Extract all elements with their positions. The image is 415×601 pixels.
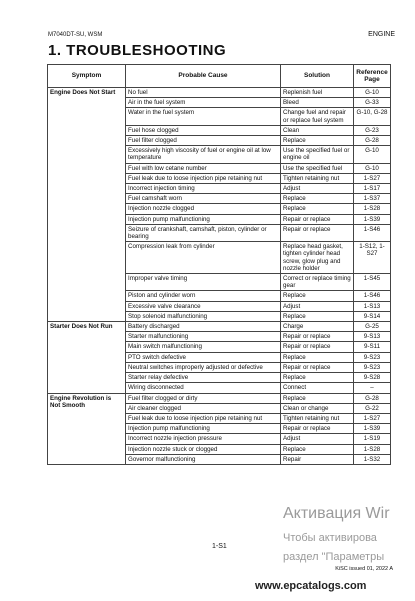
reference-cell: 1-S13: [354, 301, 391, 311]
cause-cell: Improper valve timing: [126, 274, 281, 291]
reference-cell: 1-S19: [354, 434, 391, 444]
cause-cell: Compression leak from cylinder: [126, 242, 281, 274]
page-number: 1-S1: [212, 543, 227, 550]
cause-cell: Incorrect injection timing: [126, 184, 281, 194]
reference-cell: 1-S28: [354, 444, 391, 454]
cause-cell: Neutral switches improperly adjusted or defective: [126, 362, 281, 372]
cause-cell: Fuel leak due to loose injection pipe retaining nut: [126, 413, 281, 423]
activation-watermark-line2: Чтобы активирова: [283, 532, 377, 544]
reference-cell: 1-S12, 1-S27: [354, 242, 391, 274]
reference-cell: 1-S45: [354, 274, 391, 291]
cause-cell: Fuel hose clogged: [126, 125, 281, 135]
issued-note: KiSC issued 01, 2022 A: [335, 566, 393, 572]
cause-cell: Fuel camshaft worn: [126, 194, 281, 204]
solution-cell: Clean or change: [281, 403, 354, 413]
solution-cell: Charge: [281, 322, 354, 332]
cause-cell: Water in the fuel system: [126, 108, 281, 125]
solution-cell: Repair or replace: [281, 424, 354, 434]
solution-cell: Connect: [281, 383, 354, 393]
cause-cell: Injection pump malfunctioning: [126, 424, 281, 434]
cause-cell: Piston and cylinder worn: [126, 291, 281, 301]
column-header-reference-page: Reference Page: [354, 65, 391, 88]
cause-cell: No fuel: [126, 88, 281, 98]
cause-cell: PTO switch defective: [126, 352, 281, 362]
reference-cell: 1-S27: [354, 413, 391, 423]
cause-cell: Fuel leak due to loose injection pipe retaining nut: [126, 173, 281, 183]
solution-cell: Tighten retaining nut: [281, 173, 354, 183]
activation-watermark-line1: Активация Wir: [283, 505, 390, 522]
site-watermark: www.epcatalogs.com: [255, 580, 367, 592]
solution-cell: Replace: [281, 194, 354, 204]
solution-cell: Replace: [281, 136, 354, 146]
cause-cell: Stop solenoid malfunctioning: [126, 311, 281, 321]
solution-cell: Bleed: [281, 98, 354, 108]
cause-cell: Injection nozzle stuck or clogged: [126, 444, 281, 454]
solution-cell: Replace: [281, 291, 354, 301]
cause-cell: Main switch malfunctioning: [126, 342, 281, 352]
table-header-row: [48, 65, 391, 88]
column-header-symptom: Symptom: [48, 65, 126, 88]
solution-cell: Adjust: [281, 434, 354, 444]
reference-cell: 9-S23: [354, 352, 391, 362]
cause-cell: Incorrect nozzle injection pressure: [126, 434, 281, 444]
cause-cell: Governor malfunctioning: [126, 454, 281, 464]
solution-cell: Correct or replace timing gear: [281, 274, 354, 291]
solution-cell: Repair or replace: [281, 214, 354, 224]
cause-cell: Fuel filter clogged or dirty: [126, 393, 281, 403]
solution-cell: Clean: [281, 125, 354, 135]
cause-cell: Fuel with low cetane number: [126, 163, 281, 173]
table-row: [48, 88, 391, 98]
solution-cell: Repair or replace: [281, 332, 354, 342]
reference-cell: 1-S28: [354, 204, 391, 214]
solution-cell: Adjust: [281, 301, 354, 311]
reference-cell: 1-S32: [354, 454, 391, 464]
section-name: ENGINE: [368, 31, 395, 38]
activation-watermark-line3: раздел "Параметры: [283, 551, 385, 563]
cause-cell: Excessively high viscosity of fuel or engine oil at low temperature: [126, 146, 281, 163]
table-row: [48, 393, 391, 403]
cause-cell: Injection nozzle clogged: [126, 204, 281, 214]
solution-cell: Replace: [281, 373, 354, 383]
reference-cell: G-10: [354, 146, 391, 163]
table-body: [48, 88, 391, 465]
cause-cell: Fuel filter clogged: [126, 136, 281, 146]
reference-cell: 1-S17: [354, 184, 391, 194]
reference-cell: 9-S14: [354, 311, 391, 321]
reference-cell: 1-S39: [354, 214, 391, 224]
solution-cell: Use the specified fuel: [281, 163, 354, 173]
page-title: 1. TROUBLESHOOTING: [48, 42, 227, 59]
reference-cell: 1-S39: [354, 424, 391, 434]
solution-cell: Replace: [281, 444, 354, 454]
reference-cell: 9-S23: [354, 362, 391, 372]
reference-cell: G-23: [354, 125, 391, 135]
solution-cell: Repair or replace: [281, 362, 354, 372]
solution-cell: Repair or replace: [281, 224, 354, 241]
reference-cell: G-10, G-28: [354, 108, 391, 125]
solution-cell: Replace: [281, 311, 354, 321]
cause-cell: Seizure of crankshaft, camshaft, piston, cylinder or bearing: [126, 224, 281, 241]
symptom-cell: Engine Does Not Start: [48, 88, 126, 322]
document-code: M7040DT-SU, WSM: [48, 32, 103, 38]
solution-cell: Repair or replace: [281, 342, 354, 352]
reference-cell: G-10: [354, 163, 391, 173]
troubleshooting-table: [47, 64, 391, 465]
solution-cell: Replace: [281, 204, 354, 214]
solution-cell: Use the specified fuel or engine oil: [281, 146, 354, 163]
reference-cell: 1-S37: [354, 194, 391, 204]
reference-cell: G-10: [354, 88, 391, 98]
reference-cell: G-22: [354, 403, 391, 413]
solution-cell: Change fuel and repair or replace fuel system: [281, 108, 354, 125]
solution-cell: Repair: [281, 454, 354, 464]
reference-cell: 9-S13: [354, 332, 391, 342]
cause-cell: Injection pump malfunctioning: [126, 214, 281, 224]
solution-cell: Adjust: [281, 184, 354, 194]
cause-cell: Battery discharged: [126, 322, 281, 332]
cause-cell: Air cleaner clogged: [126, 403, 281, 413]
solution-cell: Replace: [281, 352, 354, 362]
cause-cell: Air in the fuel system: [126, 98, 281, 108]
column-header-solution: Solution: [281, 65, 354, 88]
cause-cell: Wiring disconnected: [126, 383, 281, 393]
reference-cell: 9-S28: [354, 373, 391, 383]
solution-cell: Tighten retaining nut: [281, 413, 354, 423]
solution-cell: Replenish fuel: [281, 88, 354, 98]
table-row: [48, 322, 391, 332]
reference-cell: G-28: [354, 393, 391, 403]
cause-cell: Excessive valve clearance: [126, 301, 281, 311]
reference-cell: G-28: [354, 136, 391, 146]
reference-cell: 1-S27: [354, 173, 391, 183]
reference-cell: 1-S46: [354, 291, 391, 301]
cause-cell: Starter relay defective: [126, 373, 281, 383]
symptom-cell: Starter Does Not Run: [48, 322, 126, 393]
cause-cell: Starter malfunctioning: [126, 332, 281, 342]
solution-cell: Replace head gasket, tighten cylinder head screw, glow plug and nozzle holder: [281, 242, 354, 274]
reference-cell: 9-S11: [354, 342, 391, 352]
solution-cell: Replace: [281, 393, 354, 403]
symptom-cell: Engine Revolution is Not Smooth: [48, 393, 126, 464]
reference-cell: 1-S46: [354, 224, 391, 241]
column-header-probable-cause: Probable Cause: [126, 65, 281, 88]
reference-cell: –: [354, 383, 391, 393]
reference-cell: G-33: [354, 98, 391, 108]
reference-cell: G-25: [354, 322, 391, 332]
